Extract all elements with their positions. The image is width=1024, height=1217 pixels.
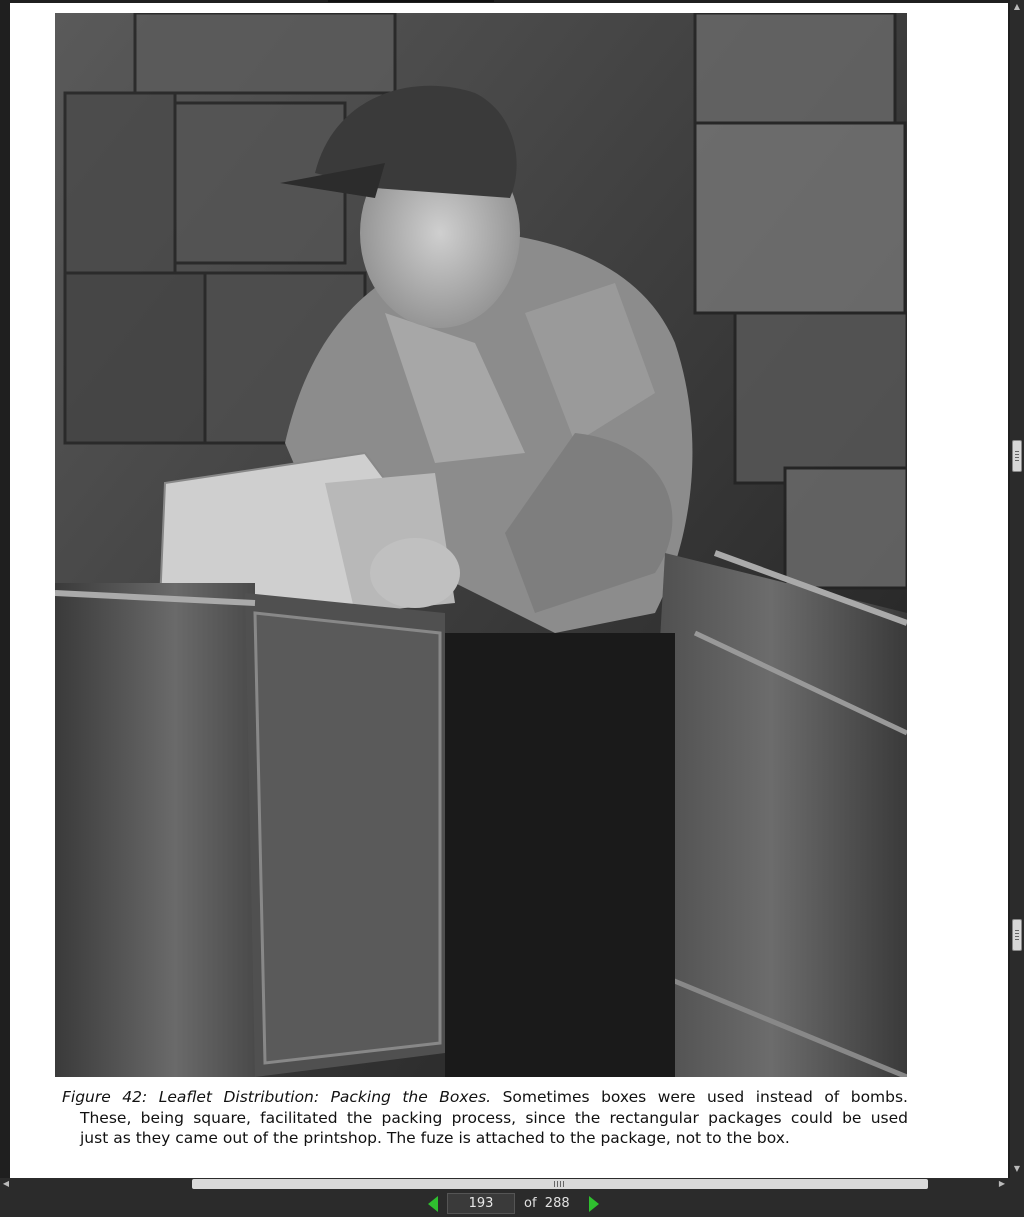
of-label: of [524,1196,537,1211]
previous-page-icon[interactable] [428,1196,438,1212]
figure-title: Leaflet Distribution: Packing the Boxes. [158,1088,492,1106]
caption-line-1-text: Sometimes boxes were used instead of bombs. [502,1088,908,1106]
figure-caption [62,1087,908,1149]
document-page [10,3,1008,1178]
scroll-right-icon[interactable]: ▶ [998,1179,1006,1188]
caption-line-1 [62,1087,908,1108]
scroll-left-icon[interactable]: ◀ [2,1179,10,1188]
page-count-label [524,1196,570,1211]
figure-label: Figure 42: [62,1088,148,1106]
total-pages: 288 [544,1196,570,1211]
horizontal-scrollbar[interactable] [0,1178,1010,1190]
page-navigation-bar [0,1190,1024,1217]
next-page-icon[interactable] [589,1196,599,1212]
caption-line-3: just as they came out of the printshop. The fuze is attached to the package, not to the box. [80,1129,790,1147]
photograph-illustration [55,13,907,1077]
top-edge-strip [328,0,494,2]
vertical-scroll-thumb-secondary[interactable] [1012,919,1022,951]
scroll-down-icon[interactable]: ▼ [1013,1164,1021,1173]
figure-photograph [55,13,907,1077]
scroll-up-icon[interactable]: ▲ [1013,2,1021,11]
caption-line-2: These, being square, facilitated the packing process, since the rectangular packages could be used [80,1108,908,1127]
vertical-scroll-thumb[interactable] [1012,440,1022,472]
horizontal-scroll-thumb[interactable] [192,1179,928,1189]
vertical-scrollbar[interactable] [1010,0,1024,1178]
page-number-input[interactable] [447,1193,515,1214]
